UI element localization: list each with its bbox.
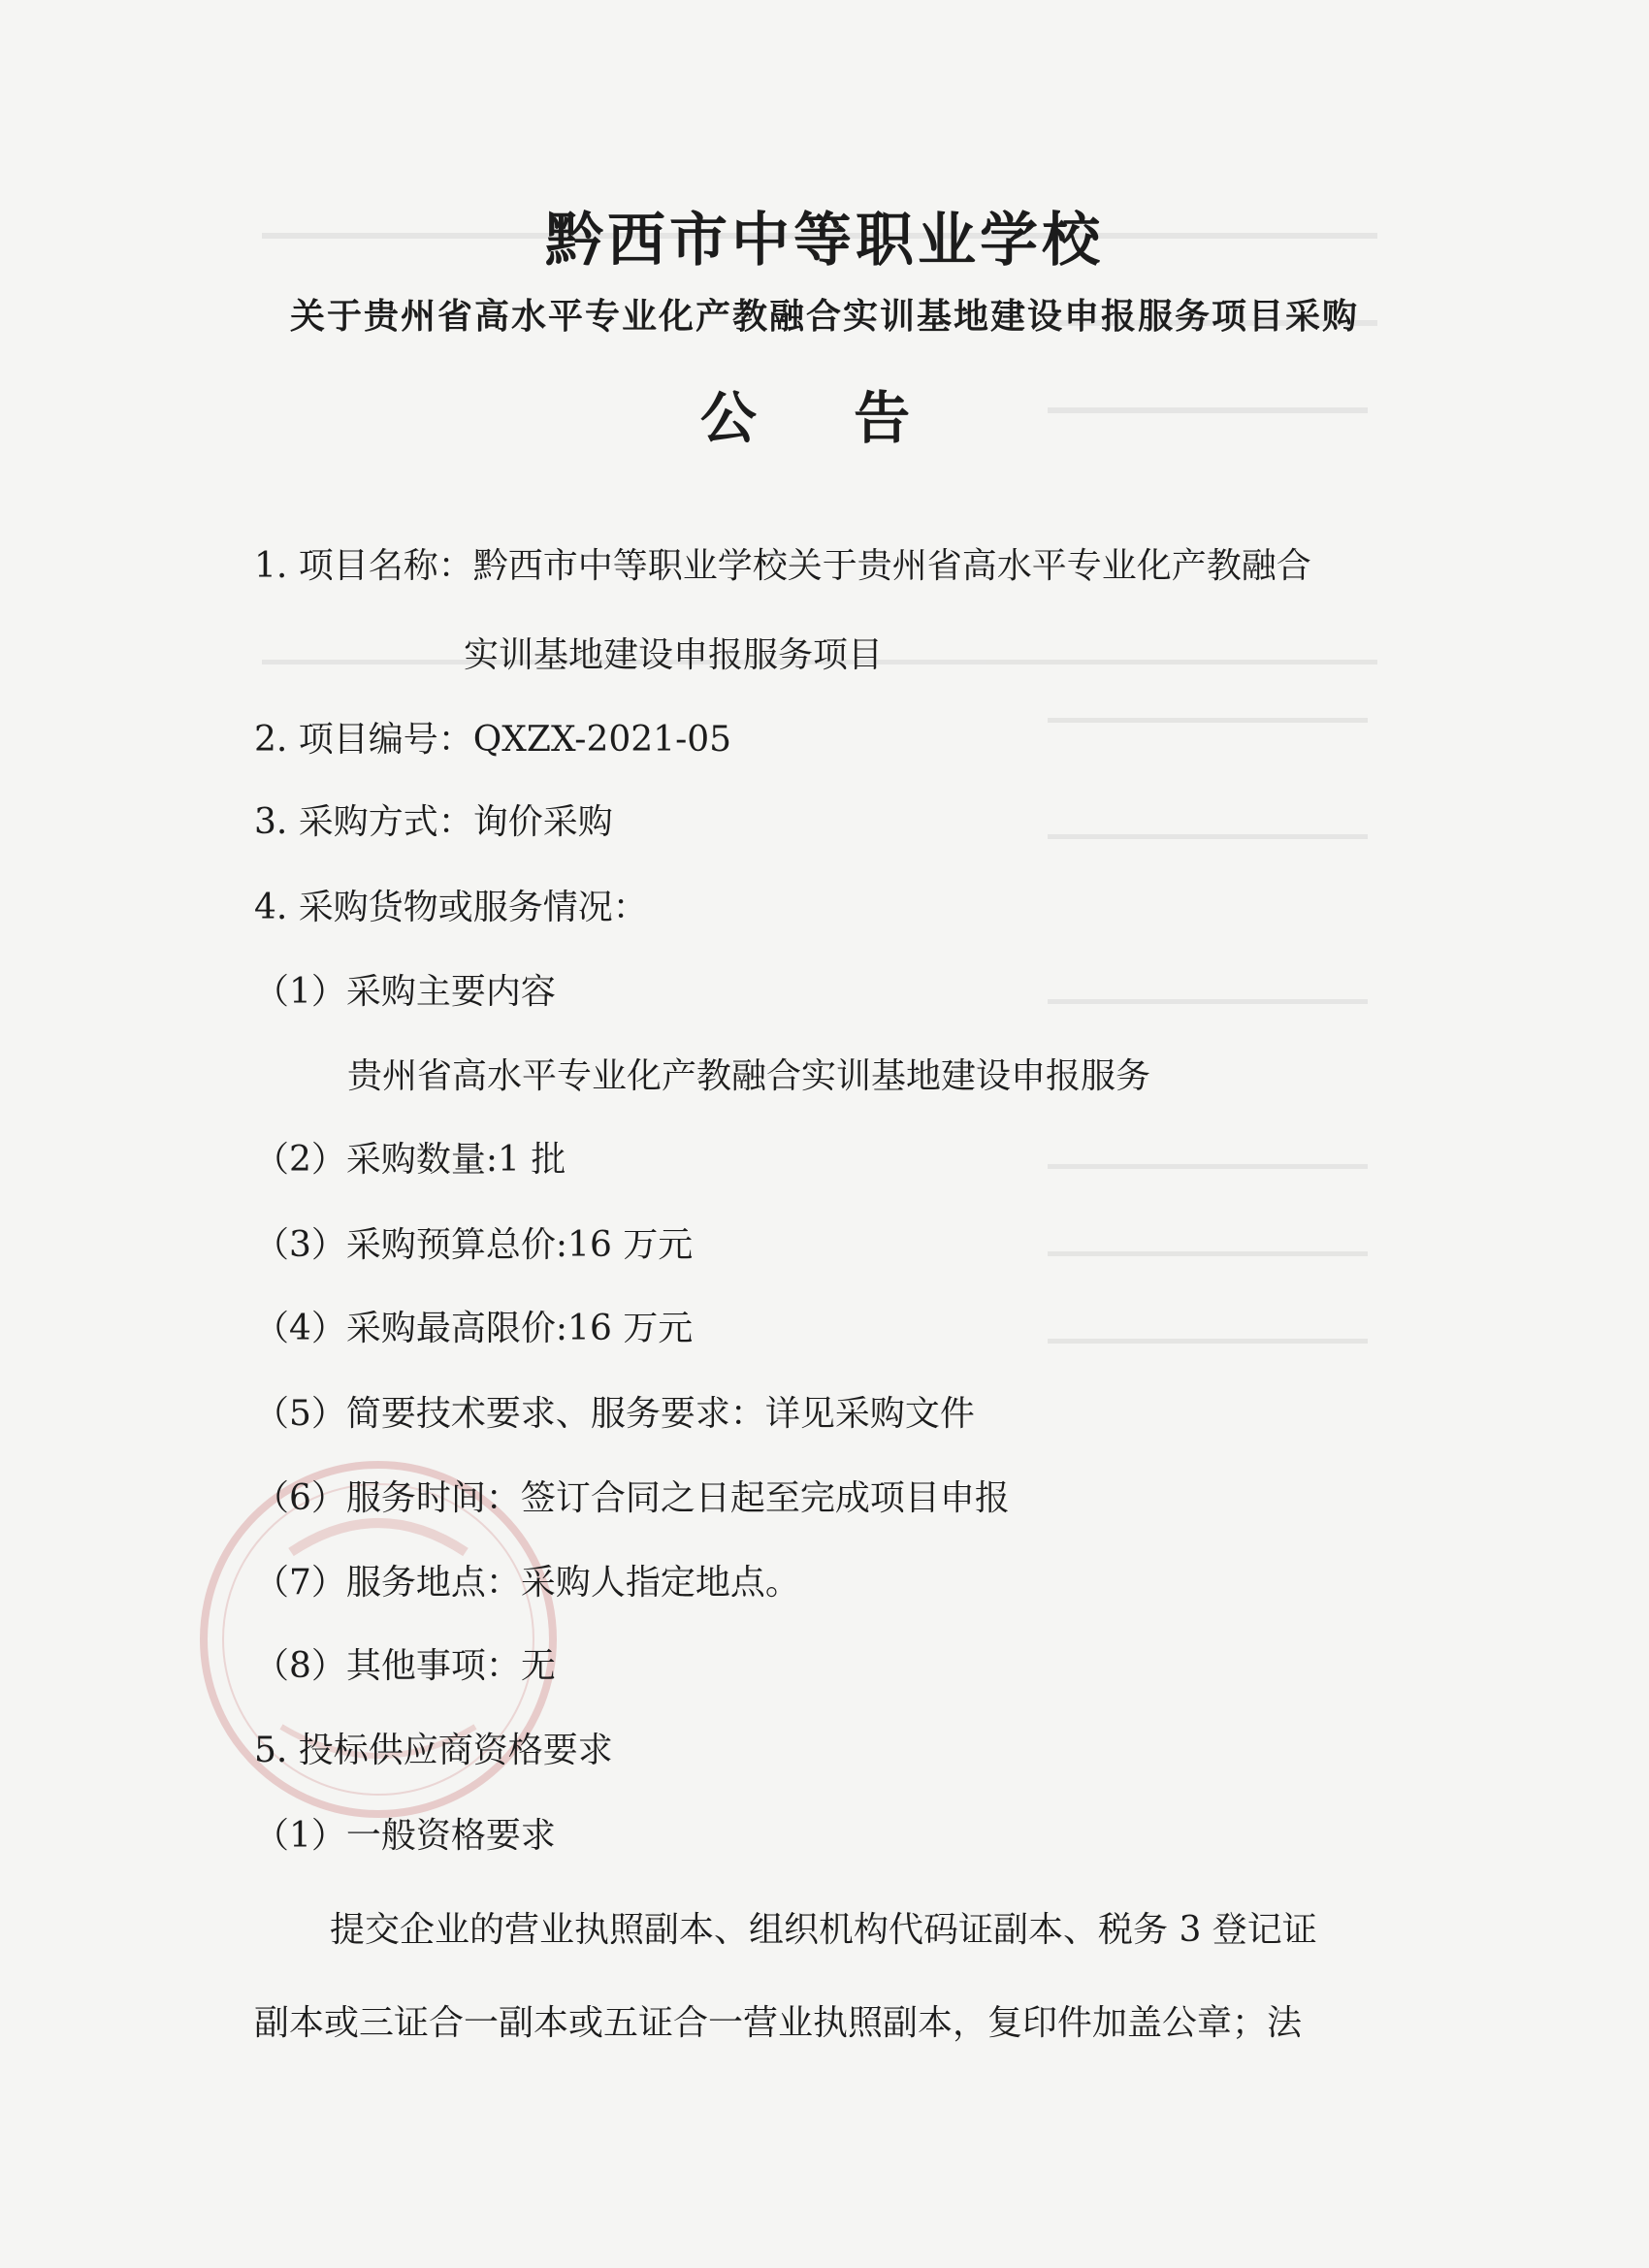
item-5-heading: 5. 投标供应商资格要求	[254, 1731, 613, 1770]
req-1-paragraph-line-1: 提交企业的营业执照副本、组织机构代码证副本、税务 3 登记证	[330, 1910, 1317, 1950]
sub-5-requirements: （5）简要技术要求、服务要求：详见采购文件	[254, 1394, 975, 1434]
item-1-continuation: 实训基地建设申报服务项目	[464, 635, 884, 675]
sub-3-budget: （3）采购预算总价:16 万元	[254, 1225, 694, 1265]
notice-heading: 公 告	[699, 385, 950, 451]
sub-6-service-time: （6）服务时间：签订合同之日起至完成项目申报	[254, 1478, 1010, 1518]
sub-4-max-price: （4）采购最高限价:16 万元	[254, 1309, 694, 1348]
sub-8-other: （8）其他事项：无	[254, 1646, 556, 1686]
sub-7-service-location: （7）服务地点：采购人指定地点。	[254, 1563, 800, 1603]
sub-1-main-content: （1）采购主要内容	[254, 972, 556, 1012]
item-4-heading: 4. 采购货物或服务情况：	[254, 888, 648, 927]
item-1-line	[254, 546, 1311, 586]
req-1-general: （1）一般资格要求	[254, 1816, 556, 1856]
school-name-heading: 黔西市中等职业学校	[545, 207, 1104, 275]
item-3-procurement-method: 3. 采购方式：询价采购	[254, 802, 613, 842]
item-1-value: 黔西市中等职业学校关于贵州省高水平专业化产教融合	[472, 546, 1311, 586]
item-1-label: 1. 项目名称：	[254, 546, 473, 586]
sub-1-detail: 贵州省高水平专业化产教融合实训基地建设申报服务	[347, 1056, 1151, 1096]
sub-2-quantity: （2）采购数量:1 批	[254, 1140, 566, 1180]
item-2-project-number: 2. 项目编号：QXZX-2021-05	[254, 720, 732, 760]
subject-heading: 关于贵州省高水平专业化产教融合实训基地建设申报服务项目采购	[289, 297, 1359, 337]
req-1-paragraph-line-2: 副本或三证合一副本或五证合一营业执照副本，复印件加盖公章；法	[254, 2003, 1303, 2043]
